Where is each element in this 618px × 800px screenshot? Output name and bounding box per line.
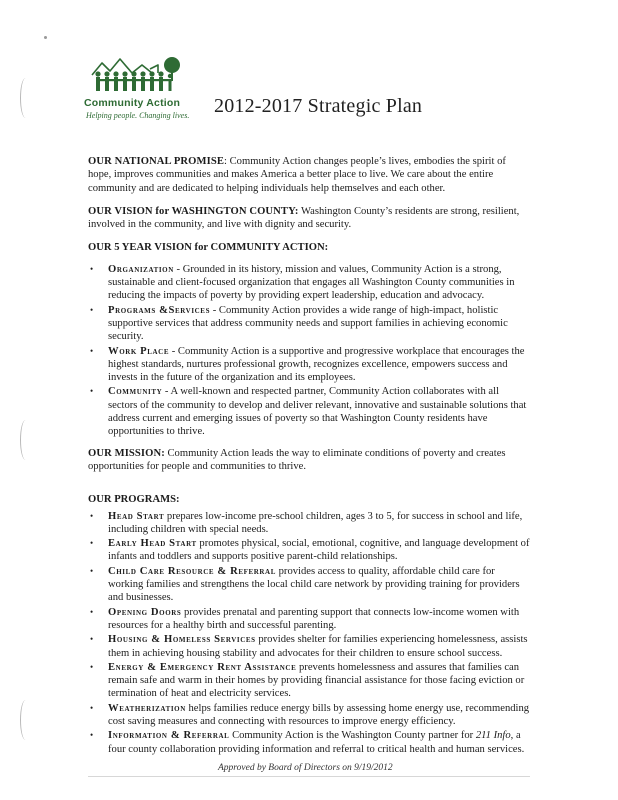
bullet-icon: • [90,702,94,713]
program-name: Child Care Resource & Referral [108,565,276,577]
logo-tagline: Helping people. Changing lives. [86,111,190,120]
bullet-icon: • [90,661,94,672]
program-text: promotes physical, social, emotional, cognitive, and language development of infants and toddlers and supports positive parent-child relationships. [108,538,530,563]
binder-hole-mark [20,700,31,740]
program-name: Housing & Homeless Services [108,634,256,646]
county-vision-text: Washington County’s residents are strong, resilient, involved in the community, and live with dignity and security. [88,205,520,231]
logo-people-skyline-icon [88,55,188,99]
list-item [88,606,530,633]
bullet-icon: • [90,510,94,521]
list-item [88,661,530,701]
bullet-icon: • [90,606,94,617]
footer-rule [88,776,530,777]
scan-mark [44,36,47,39]
list-item [88,510,530,537]
program-text: provides prenatal and parenting support that connects low-income women with resources for a healthy birth and successful parenting. [108,606,520,631]
list-item [88,633,530,660]
program-text: prepares low-income pre-school children, ages 3 to 5, for success in school and life, including children with special needs. [108,510,523,535]
vision-text: - Community Action is a supportive and progressive workplace that encourages the highest standards, nurtures professional growth, recognizes excellence, empowers success and invests in the future of the organization and its employees. [108,345,525,384]
list-item [88,702,530,729]
vision-text: - A well-known and respected partner, Community Action collaborates with all sectors of the community to develop and deliver relevant, innovative and sustainable solutions that address current and emerging issues of poverty so that Washington County residents have opportunities to thrive. [108,386,527,438]
community-action-logo [84,55,196,129]
list-item [88,304,530,344]
programs-heading: OUR PROGRAMS: [88,494,180,506]
vision-term: Programs &Services [108,304,211,316]
vision-term: Community [108,386,163,398]
vision-text: - Community Action provides a wide range of high-impact, holistic supportive services that address community needs and support families in achieving economic security. [108,304,508,343]
bullet-icon: • [90,304,94,315]
vision-text: - Grounded in its history, mission and values, Community Action is a strong, sustainable and client-focused organization that engages all Washington County communities in reducing the impacts of poverty by providing expert leadership, education and advocacy. [108,263,515,302]
program-text: provides access to quality, affordable child care for working families and strengthens the local child care network by providing training for providers and businesses. [108,565,520,604]
plan-body [88,155,530,764]
program-text: helps families reduce energy bills by assessing home energy use, recommending cost saving measures and connecting with resources to improve energy efficiency. [108,702,530,727]
list-item [88,729,530,756]
binder-hole-mark [20,420,31,460]
program-text: provides shelter for families experiencing homelessness, assists them in achieving housing stability and advocates for their children to ensure school success. [108,634,528,659]
bullet-icon: • [90,634,94,645]
program-name: Head Start [108,510,165,522]
mission-text: Community Action leads the way to eliminate conditions of poverty and creates opportunities for people and communities to thrive. [88,447,506,472]
program-text: Community Action is the Washington County partner for [229,730,476,742]
list-item [88,345,530,385]
program-text: , a four county collaboration providing information and referral to critical health and human services. [108,730,525,755]
board-approval-note: Approved by Board of Directors on 9/19/2012 [218,763,393,773]
vision-term: Organization [108,263,174,275]
program-name: Information & Referral [108,730,230,742]
county-vision-heading: OUR VISION for WASHINGTON COUNTY: [88,205,299,217]
bullet-icon: • [90,263,94,274]
list-item [88,537,530,564]
program-name: Energy & Emergency Rent Assistance [108,661,297,673]
bullet-icon: • [90,345,94,356]
five-year-vision-list [88,263,530,439]
logo-org-name: Community Action [84,97,181,109]
bullet-icon: • [90,538,94,549]
vision-term: Work Place [108,345,170,357]
national-promise [88,155,530,195]
mission-heading: OUR MISSION: [88,447,165,459]
mission [88,447,530,474]
program-text: prevents homelessness and assures that families can remain safe and warm in their homes by providing financial assistance for those facing eviction or termination of heat and electricity services. [108,661,525,700]
spacer [88,483,530,493]
bullet-icon: • [90,565,94,576]
national-promise-heading: OUR NATIONAL PROMISE [88,156,225,167]
binder-hole-mark [20,78,31,118]
page-title: 2012-2017 Strategic Plan [214,95,423,117]
county-vision [88,205,530,232]
five-year-vision-heading: OUR 5 YEAR VISION for COMMUNITY ACTION: [88,242,329,254]
program-italic-name: 211 Info [475,730,511,742]
national-promise-text: : Community Action changes people’s lives, embodies the spirit of hope, improves communities and makes America a better place to live. We care about the entire community and are dedicated to helping individuals help themselves and each other. [88,156,506,194]
list-item [88,263,530,303]
programs-list [88,510,530,756]
list-item [88,565,530,605]
program-name: Early Head Start [108,538,197,550]
bullet-icon: • [90,730,94,741]
program-name: Weatherization [108,702,186,714]
program-name: Opening Doors [108,606,182,618]
bullet-icon: • [90,386,94,397]
list-item [88,385,530,438]
